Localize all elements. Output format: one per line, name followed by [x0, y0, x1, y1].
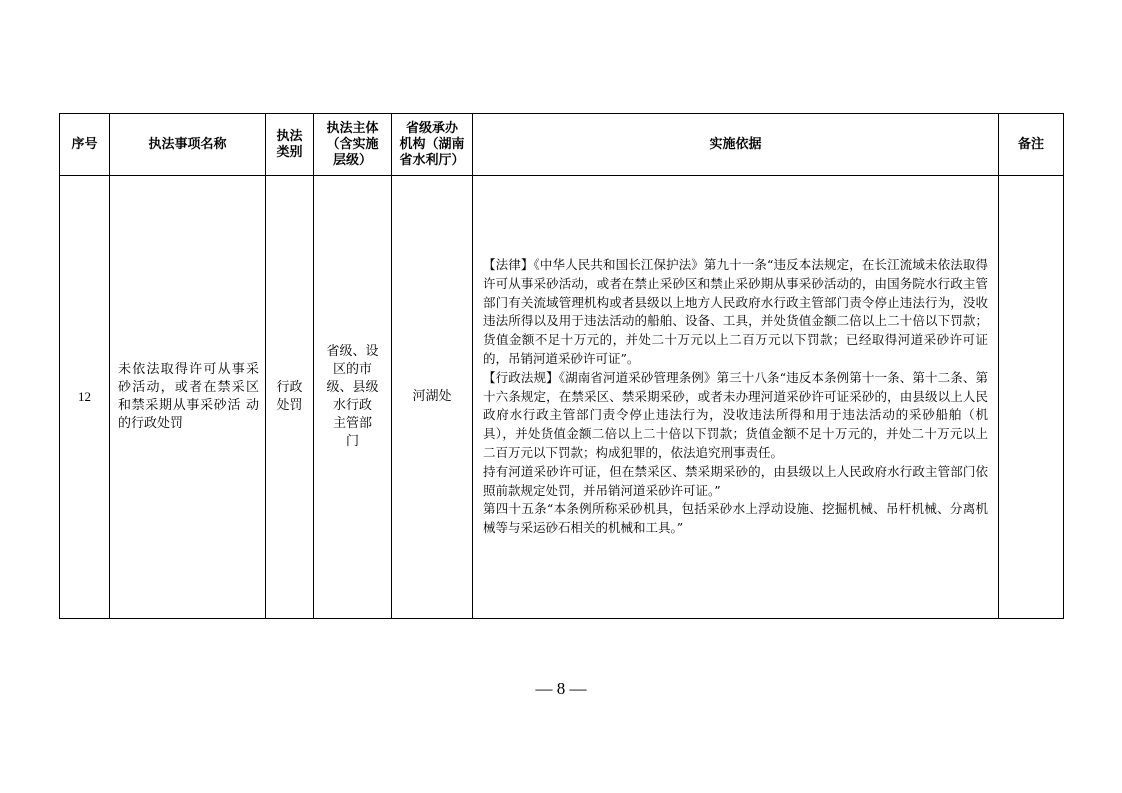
cell-basis — [473, 176, 999, 619]
cell-category: 行政 处罚 — [266, 176, 314, 619]
cell-seq: 12 — [60, 176, 110, 619]
table-row — [60, 176, 1064, 619]
cell-item-name: 未依法取得许可从事采砂活动，或者在禁采区和禁采期从事采砂活 动的行政处罚 — [110, 176, 266, 619]
header-basis: 实施依据 — [473, 114, 999, 176]
enforcement-table — [59, 113, 1064, 619]
header-seq: 序号 — [60, 114, 110, 176]
header-provincial-body: 省级承办 机构（湖南 省水利厅） — [392, 114, 473, 176]
cell-provincial-body: 河湖处 — [392, 176, 473, 619]
cell-remarks — [999, 176, 1064, 619]
header-subject: 执法主体 （含实施 层级） — [314, 114, 392, 176]
header-category: 执法 类别 — [266, 114, 314, 176]
cell-subject: 省级、设 区的市 级、县级 水行政 主管部 门 — [314, 176, 392, 619]
basis-paragraph-permit: 持有河道采砂许可证，但在禁采区、禁采期采砂的，由县级以上人民政府水行政主管部门依照前款规定处罚，并吊销河道采砂许可证。” — [483, 463, 988, 498]
basis-paragraph-definition: 第四十五条“本条例所称采砂机具，包括采砂水上浮动设施、挖掘机械、吊杆机械、分离机械等与采运砂石相关的机械和工具。” — [483, 501, 988, 536]
basis-paragraph-law: 【法律】《中华人民共和国长江保护法》第九十一条“违反本法规定，在长江流域未依法取得许可从事采砂活动，或者在禁止采砂区和禁止采砂期从事采砂活动的，由国务院水行政主管部门有关流域管理机构或者县级以上地方人民政府水行政主管部门责令停止违法行为，没收违法所得以及用于违法活动的船舶、设备、工具，并处货值金额二倍以上二十倍以下罚款；货值金额不足十万元的，并处二十万元以上二百万元以下罚款；已经取得河道采砂许可证的，吊销河道采砂许可证”。 — [483, 257, 988, 366]
header-item-name: 执法事项名称 — [110, 114, 266, 176]
page-number: — 8 — — [535, 679, 587, 698]
table-header-row — [60, 114, 1064, 176]
basis-paragraph-regulation: 【行政法规】《湖南省河道采砂管理条例》第三十八条“违反本条例第十一条、第十二条、第十六条规定，在禁采区、禁采期采砂，或者未办理河道采砂许可证采砂的，由县级以上人民政府水行政主管部门责令停止违法行为，没收违法所得和用于违法活动的采砂船舶（机具），并处货值金额二倍以上二十倍以下罚款；货值金额不足十万元的，并处二十万元以上二百万元以下罚款；构成犯罪的，依法追究刑事责任。 — [483, 369, 988, 460]
header-remarks: 备注 — [999, 114, 1064, 176]
